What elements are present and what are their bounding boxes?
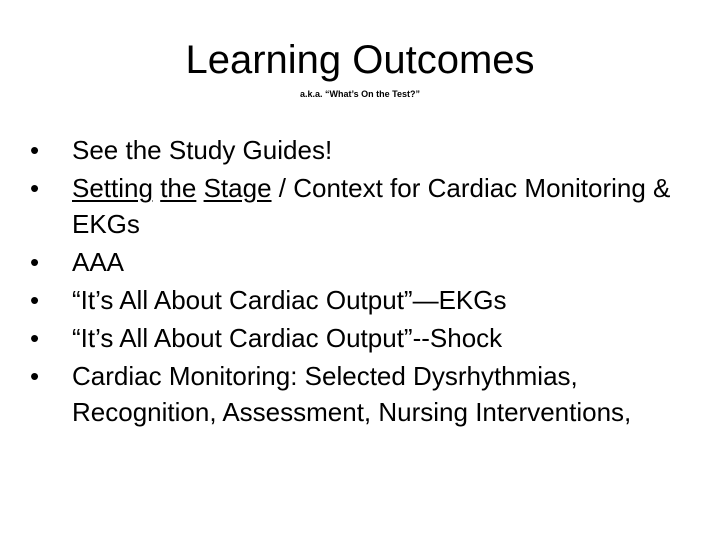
bullet-icon: • xyxy=(30,135,40,165)
underlined-word-stage: Stage xyxy=(203,173,272,203)
bullet-item-cardiac-output-shock xyxy=(30,320,690,356)
bullet-item-aaa xyxy=(30,244,690,280)
bullet-icon: • xyxy=(30,173,40,203)
bullet-text: Cardiac Monitoring: Selected Dysrhythmias, Recognition, Assessment, Nursing Interventions, xyxy=(72,361,632,427)
slide-title: Learning Outcomes xyxy=(185,38,535,82)
bullet-icon: • xyxy=(30,285,40,315)
bullet-item-cardiac-output-ekgs xyxy=(30,282,690,318)
text-space xyxy=(196,173,203,203)
underlined-word-setting: Setting xyxy=(72,173,153,203)
bullet-text: “It’s All About Cardiac Output”—EKGs xyxy=(72,285,507,315)
bullet-icon: • xyxy=(30,247,40,277)
bullet-text-rest: / Context for Cardiac Monitoring & EKGs xyxy=(72,173,671,239)
underlined-word-the: the xyxy=(160,173,197,203)
bullet-item-setting-the-stage xyxy=(30,170,690,242)
bullet-list xyxy=(30,132,690,432)
bullet-text: See the Study Guides! xyxy=(72,135,333,165)
bullet-text xyxy=(72,173,670,239)
bullet-item-study-guides xyxy=(30,132,690,168)
slide-subtitle: a.k.a. “What’s On the Test?” xyxy=(299,89,421,99)
bullet-icon: • xyxy=(30,323,40,353)
bullet-icon: • xyxy=(30,361,40,391)
bullet-text: AAA xyxy=(72,247,125,277)
bullet-item-cardiac-monitoring xyxy=(30,358,690,430)
bullet-text: “It’s All About Cardiac Output”--Shock xyxy=(72,323,503,353)
